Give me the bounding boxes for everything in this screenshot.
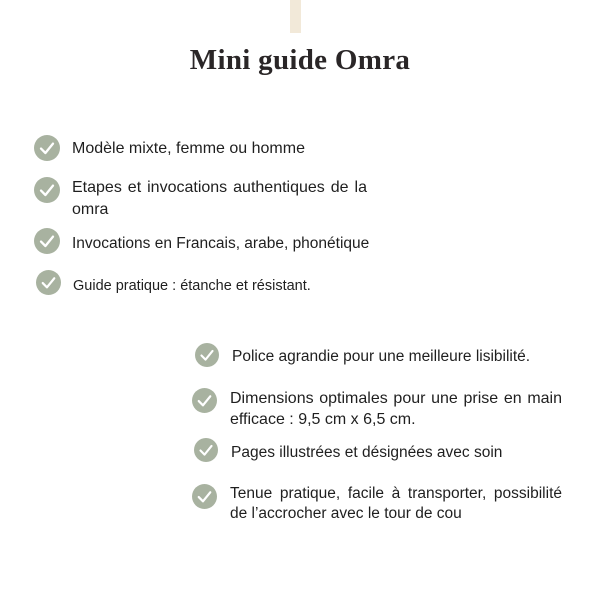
feature-item — [194, 438, 502, 463]
feature-text: Police agrandie pour une meilleure lisibilité. — [232, 348, 531, 365]
feature-text: Dimensions optimales pour une prise en main efficace : 9,5 cm x 6,5 cm. — [230, 390, 562, 428]
check-icon — [192, 484, 217, 509]
feature-item — [34, 177, 367, 220]
feature-text: Invocations en Francais, arabe, phonétique — [72, 235, 370, 252]
feature-text: Tenue pratique, facile à transporter, possibilité de l’accrocher avec le tour de cou — [230, 485, 562, 522]
feature-item — [192, 388, 562, 430]
check-icon — [194, 438, 218, 462]
check-icon — [36, 270, 61, 295]
page-title: Mini guide Omra — [189, 44, 411, 76]
feature-text: Pages illustrées et désignées avec soin — [231, 444, 503, 461]
check-icon — [192, 388, 217, 413]
feature-item — [34, 135, 305, 161]
check-icon — [34, 177, 60, 203]
check-icon — [34, 135, 60, 161]
feature-item — [36, 270, 311, 296]
feature-text: Modèle mixte, femme ou homme — [72, 140, 305, 157]
feature-item — [192, 484, 562, 524]
feature-item — [34, 228, 369, 254]
feature-text: Guide pratique : étanche et résistant. — [73, 278, 311, 294]
check-icon — [195, 343, 219, 367]
check-icon — [34, 228, 60, 254]
feature-text: Etapes et invocations authentiques de la omra — [72, 179, 367, 218]
feature-item — [195, 343, 530, 367]
top-accent-bar — [290, 0, 301, 33]
